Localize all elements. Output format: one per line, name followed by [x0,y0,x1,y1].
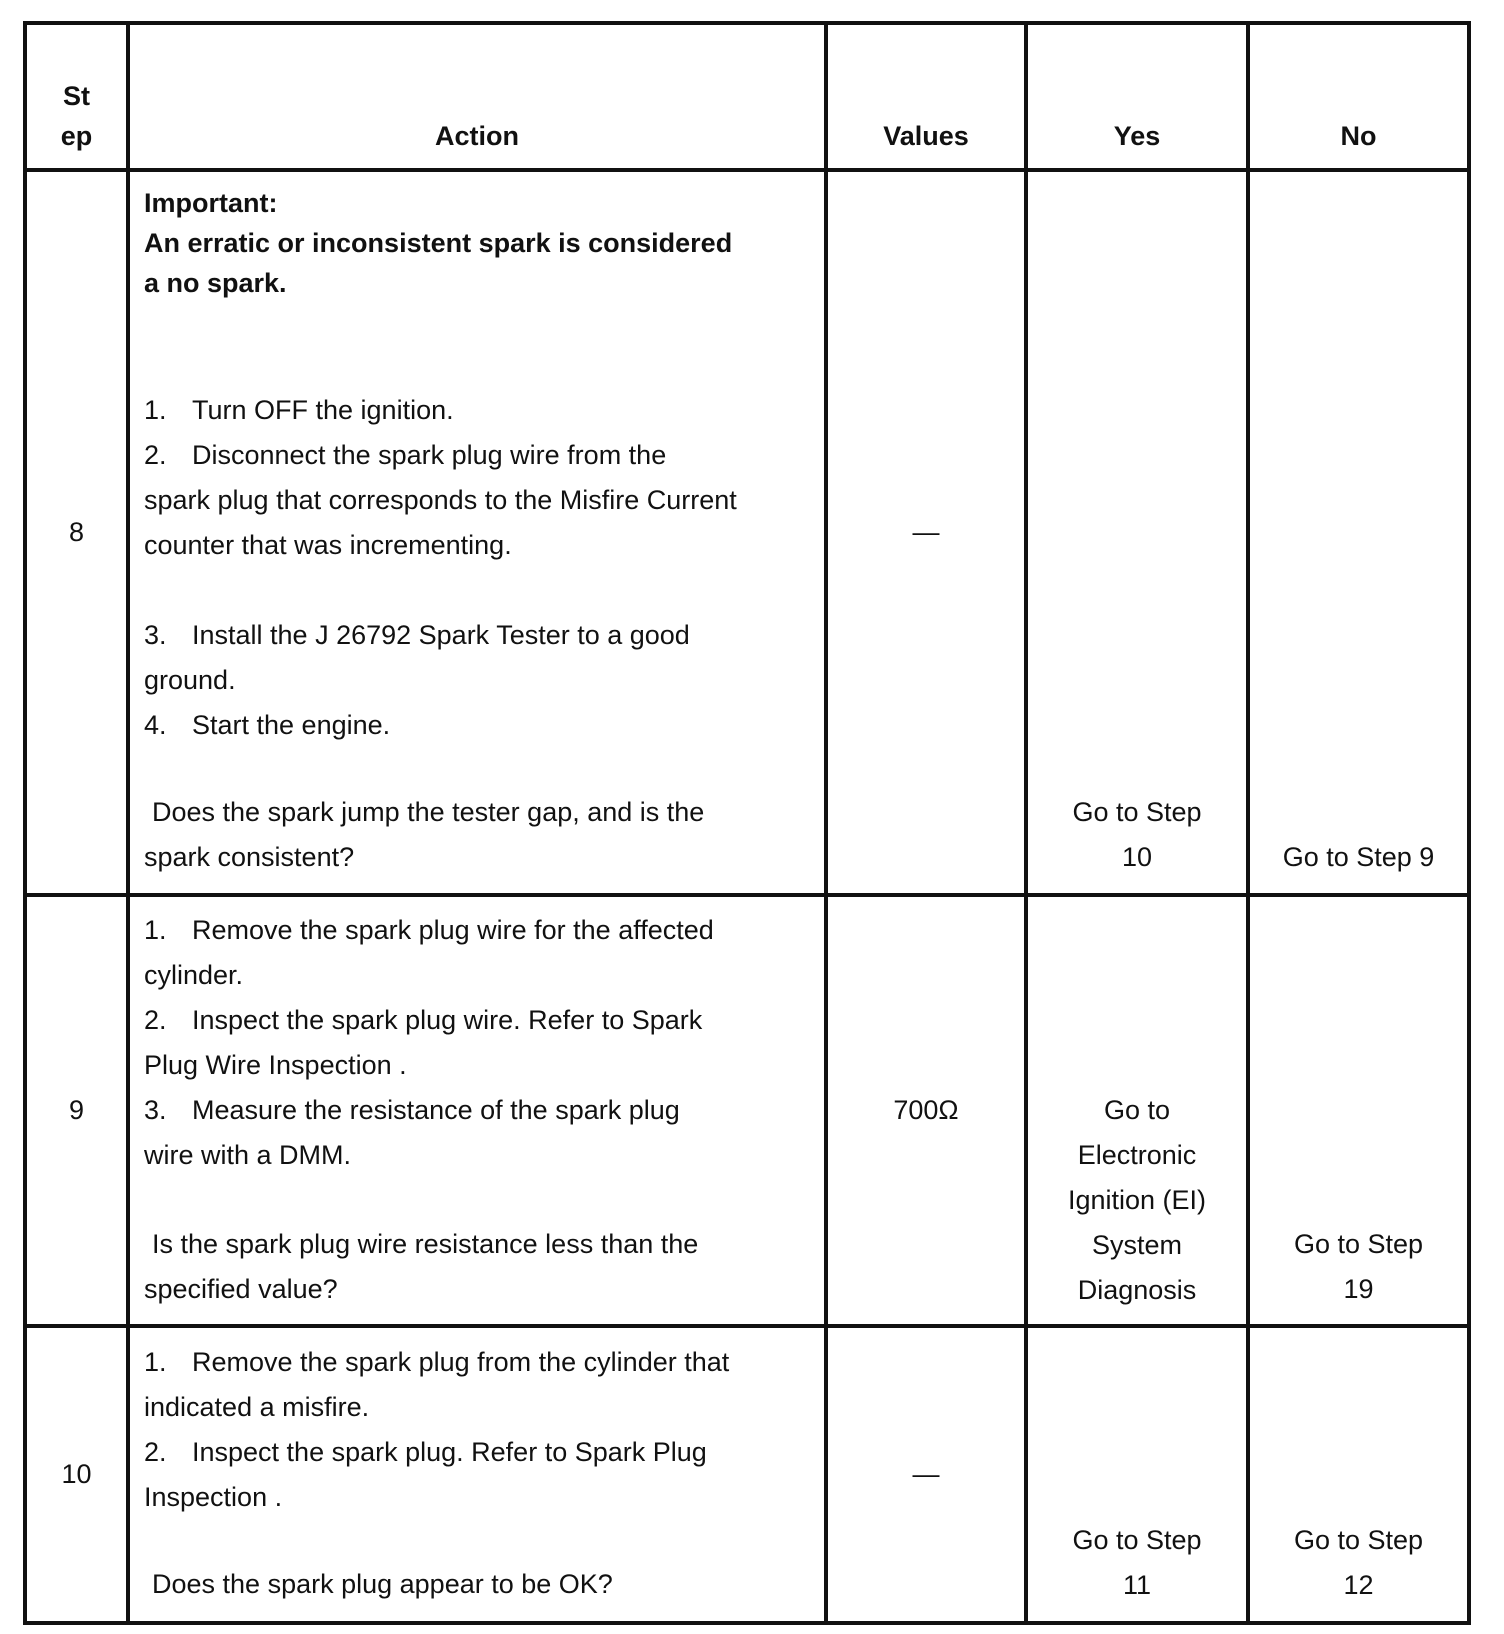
step-number: 8 [68,517,85,547]
table-border-right [1467,21,1471,1625]
step-number: 10 [61,1459,92,1489]
step-8-question [144,790,824,880]
important-text-line2: a no spark. [144,268,287,298]
instruction-text: Start the engine. [192,710,391,740]
instruction-text: Install the J 26792 Spark Tester to a good [192,620,690,650]
instruction-item [144,908,824,953]
column-divider-action [824,21,828,1625]
yes-line1: Go to [1103,1095,1171,1125]
yes-line5: Diagnosis [1077,1275,1197,1305]
step-10-no-link[interactable] [1250,1518,1467,1608]
instruction-text: ground. [144,665,236,695]
instruction-text: cylinder. [144,960,244,990]
step-9-instructions [144,908,824,1178]
header-no: No [1340,121,1377,151]
step-9-question [144,1222,824,1312]
table-border-top [23,21,1471,25]
header-values: Values [883,121,969,151]
instruction-item [144,703,824,748]
step-9-yes-link[interactable] [1028,1088,1246,1313]
table-border-left [23,21,27,1625]
no-line2: 12 [1343,1570,1374,1600]
instruction-item [144,998,824,1043]
no-line1: Go to Step 9 [1282,842,1435,872]
yes-line2: Electronic [1077,1140,1197,1170]
yes-line3: Ignition (EI) [1067,1185,1207,1215]
instruction-text: Measure the resistance of the spark plug [192,1095,680,1125]
no-line1: Go to Step [1293,1229,1424,1259]
yes-line2: 11 [1122,1570,1152,1600]
no-line2: 19 [1343,1274,1374,1304]
instruction-item [144,1340,824,1385]
instruction-number: 1. [144,915,167,945]
step-number: 9 [68,1095,85,1125]
header-step-line2: ep [60,121,93,151]
yes-line4: System [1091,1230,1183,1260]
header-step [27,76,126,156]
instruction-number: 3. [144,620,167,650]
step-10-instructions [144,1340,824,1520]
instruction-text: counter that was incrementing. [144,530,512,560]
instruction-text: Inspection . [144,1482,283,1512]
column-divider-yes [1246,21,1250,1625]
instruction-number: 1. [144,395,167,425]
step-8-yes-link[interactable] [1028,790,1246,880]
instruction-item [144,613,824,658]
instruction-text: Remove the spark plug from the cylinder that [192,1347,730,1377]
step-9-no-link[interactable] [1250,1222,1467,1312]
step-8-instructions-cont [144,613,824,748]
instruction-text: Turn OFF the ignition. [192,395,454,425]
instruction-text: Remove the spark plug wire for the affected [192,915,714,945]
instruction-number: 2. [144,1005,167,1035]
row-divider-9-10 [23,1324,1471,1328]
step-10-yes-link[interactable] [1028,1518,1246,1608]
no-line1: Go to Step [1293,1525,1424,1555]
question-line1: Does the spark plug appear to be OK? [152,1569,613,1599]
header-yes: Yes [1113,121,1161,151]
yes-line2: 10 [1121,842,1153,872]
instruction-number: 4. [144,710,167,740]
instruction-number: 2. [144,440,167,470]
instruction-item [144,388,824,433]
header-divider [23,168,1471,172]
question-line2: spark consistent? [144,842,355,872]
question-line2: specified value? [144,1274,338,1304]
instruction-number: 3. [144,1095,167,1125]
question-line1: Does the spark jump the tester gap, and is the [152,797,705,827]
step-10-question [144,1562,824,1607]
step-9-value: 700Ω [893,1095,959,1125]
important-text-line1: An erratic or inconsistent spark is considered [144,228,733,258]
yes-line1: Go to Step [1072,797,1202,827]
step-10-value: — [912,1459,940,1489]
step-8-value: — [912,517,940,547]
column-divider-step [126,21,130,1625]
instruction-text: Inspect the spark plug wire. Refer to Spark [192,1005,703,1035]
instruction-text: indicated a misfire. [144,1392,370,1422]
question-line1: Is the spark plug wire resistance less than the [152,1229,699,1259]
yes-line1: Go to Step [1072,1525,1202,1555]
instruction-item [144,1430,824,1475]
instruction-text: Inspect the spark plug. Refer to Spark Plug [192,1437,707,1467]
instruction-text: Disconnect the spark plug wire from the [192,440,667,470]
row-divider-8-9 [23,893,1471,897]
step-8-instructions [144,388,824,568]
important-label: Important: [144,188,278,218]
header-step-line1: St [63,81,90,111]
instruction-text: spark plug that corresponds to the Misfire Current [144,485,737,515]
instruction-text: wire with a DMM. [144,1140,352,1170]
instruction-item [144,1088,824,1133]
instruction-number: 1. [144,1347,167,1377]
instruction-number: 2. [144,1437,167,1467]
header-action: Action [435,121,519,151]
instruction-text: Plug Wire Inspection . [144,1050,407,1080]
table-border-bottom [23,1621,1471,1625]
important-note [144,183,824,303]
instruction-item [144,433,824,478]
step-8-no-link[interactable] [1250,835,1467,880]
